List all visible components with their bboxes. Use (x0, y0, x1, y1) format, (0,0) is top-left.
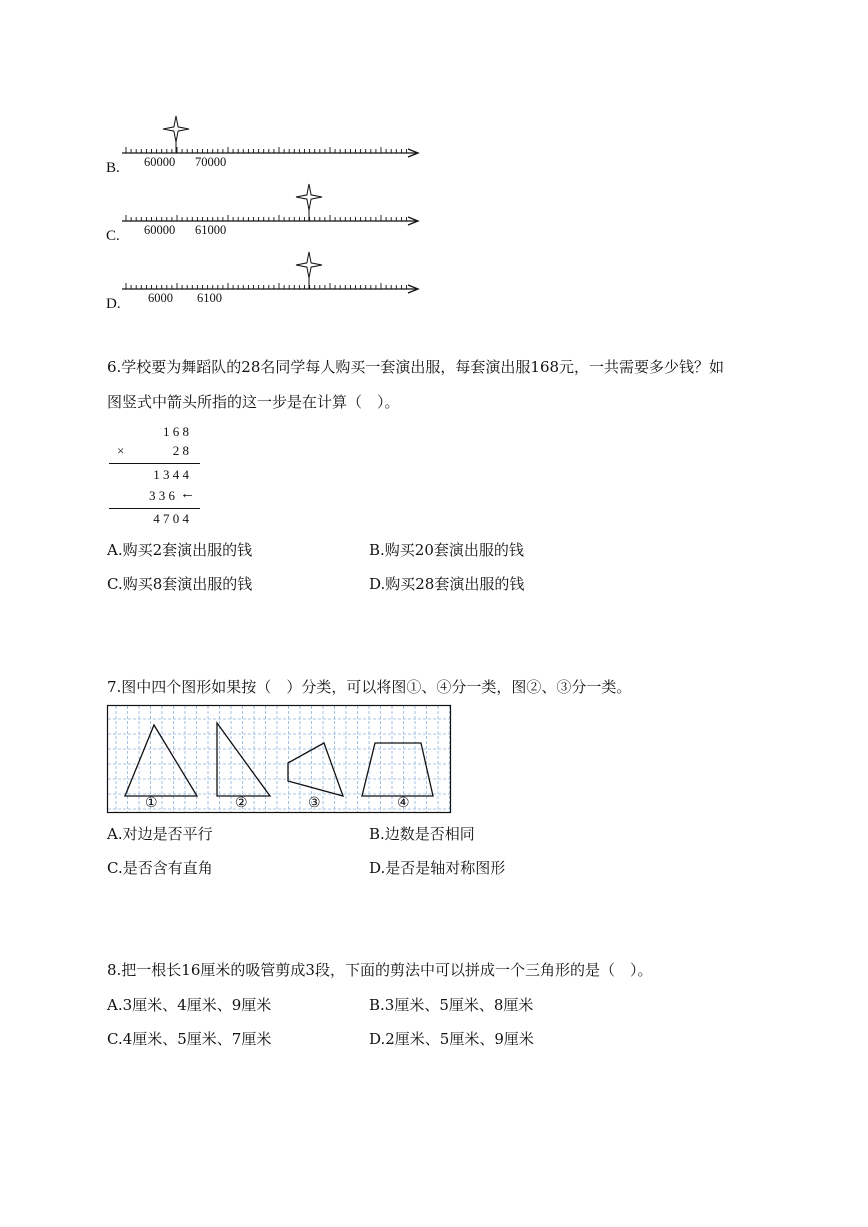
multiplier: 2 8 (172, 443, 189, 458)
star-marker (296, 252, 322, 278)
tick-label: 60000 (144, 223, 176, 237)
number-line-d (0, 136, 868, 316)
shape-label-1: ① (145, 795, 158, 811)
question-8-option-c[interactable]: C.4厘米、5厘米、7厘米 (107, 1030, 272, 1048)
question-6-option-d[interactable]: D.购买28套演出服的钱 (369, 575, 525, 593)
option-letter-d: D. (106, 296, 121, 312)
sum-line (109, 508, 200, 509)
partial-product-1: 1 3 4 4 (153, 467, 189, 482)
tick-label: 6100 (197, 291, 222, 305)
arrow-pointer: ← (180, 486, 195, 502)
shape-label-2: ② (235, 795, 248, 811)
question-7-option-b[interactable]: B.边数是否相同 (369, 825, 475, 843)
tick-label: 6000 (148, 291, 173, 305)
tick-label: 70000 (195, 155, 227, 169)
multiplicand: 1 6 8 (163, 424, 189, 439)
question-8-option-b[interactable]: B.3厘米、5厘米、8厘米 (369, 996, 534, 1014)
question-7-option-d[interactable]: D.是否是轴对称图形 (369, 859, 506, 877)
question-8-option-a[interactable]: A.3厘米、4厘米、9厘米 (107, 996, 272, 1014)
product-line (109, 463, 200, 464)
tick-label: 60000 (144, 155, 176, 169)
shape-label-4: ④ (397, 795, 410, 811)
times-sign: × (117, 443, 125, 458)
question-8-option-d[interactable]: D.2厘米、5厘米、9厘米 (369, 1030, 534, 1048)
final-product: 4 7 0 4 (153, 511, 189, 526)
triangle-shape-1 (125, 725, 197, 796)
question-6-option-a[interactable]: A.购买2套演出服的钱 (107, 541, 253, 559)
question-6-option-c[interactable]: C.购买8套演出服的钱 (107, 575, 253, 593)
question-7-option-a[interactable]: A.对边是否平行 (107, 825, 213, 843)
partial-product-2: 3 3 6 (149, 488, 175, 503)
option-letter-b: B. (106, 160, 120, 176)
trapezoid-shape-4 (362, 743, 433, 796)
question-8-stem: 8.把一根长16厘米的吸管剪成3段，下面的剪法中可以拼成一个三角形的是（ ）。 (107, 961, 653, 979)
question-6-option-b[interactable]: B.购买20套演出服的钱 (369, 541, 524, 559)
question-6-stem-line2: 图竖式中箭头所指的这一步是在计算（ ）。 (107, 393, 400, 411)
question-6-stem-line1: 6.学校要为舞蹈队的28名同学每人购买一套演出服，每套演出服168元，一共需要多少钱？如 (107, 358, 725, 376)
shape-label-3: ③ (308, 795, 321, 811)
option-letter-c: C. (106, 228, 120, 244)
shapes-figure (107, 705, 451, 813)
question-7-option-c[interactable]: C.是否含有直角 (107, 859, 213, 877)
question-7-stem: 7.图中四个图形如果按（ ）分类，可以将图①、④分一类，图②、③分一类。 (107, 678, 632, 696)
tick-label: 61000 (195, 223, 227, 237)
